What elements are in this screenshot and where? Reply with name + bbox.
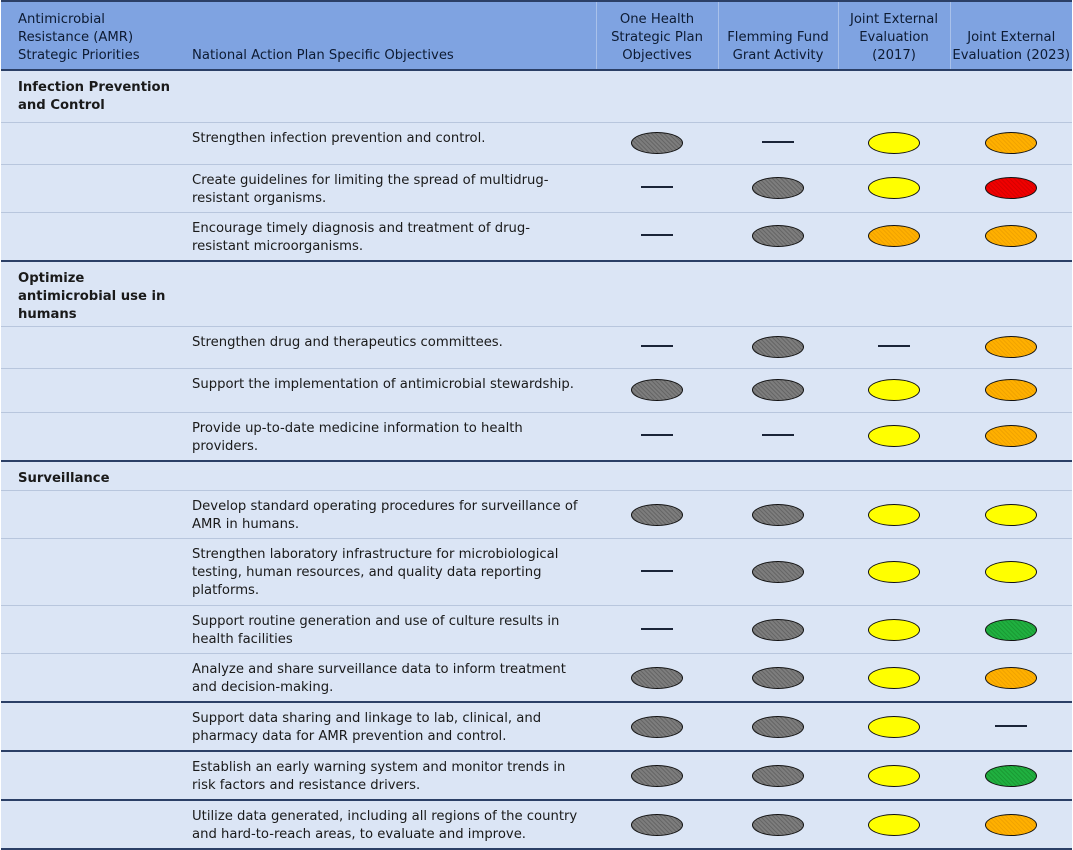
mark-cell-jee-2017 xyxy=(838,368,950,412)
header-row xyxy=(1,1,1072,70)
mark-cell-jee-2023 xyxy=(950,368,1072,412)
yellow-oval xyxy=(868,561,920,583)
mark-cell-jee-2023 xyxy=(950,751,1072,800)
gray-oval xyxy=(752,619,804,641)
mark-cell-flemming xyxy=(718,326,838,368)
section-row xyxy=(1,261,1072,327)
orange-oval xyxy=(985,379,1037,401)
gray-oval xyxy=(752,716,804,738)
objective-text: Support the implementation of antimicrobial stewardship. xyxy=(176,368,596,412)
objective-text: Support data sharing and linkage to lab, clinical, and pharmacy data for AMR prevention and control. xyxy=(176,702,596,751)
objective-text: Develop standard operating procedures for surveillance of AMR in humans. xyxy=(176,491,596,539)
priority-cell xyxy=(1,654,176,703)
table-row xyxy=(1,539,1072,606)
yellow-oval xyxy=(868,619,920,641)
mark-cell-one-health xyxy=(596,212,718,261)
section-row xyxy=(1,70,1072,122)
table-row xyxy=(1,654,1072,703)
mark-cell-jee-2017 xyxy=(838,212,950,261)
orange-oval xyxy=(985,132,1037,154)
mark-cell-flemming xyxy=(718,702,838,751)
dash-mark xyxy=(641,234,673,236)
mark-cell-flemming xyxy=(718,800,838,849)
gray-oval xyxy=(631,132,683,154)
yellow-oval xyxy=(868,177,920,199)
mark-cell-jee-2017 xyxy=(838,800,950,849)
mark-cell-flemming xyxy=(718,751,838,800)
header-priorities: Antimicrobial Resistance (AMR) Strategic Priorities xyxy=(1,1,176,70)
header-flemming: Flemming Fund Grant Activity xyxy=(718,1,838,70)
yellow-oval xyxy=(868,716,920,738)
mark-cell-one-health xyxy=(596,800,718,849)
green-oval xyxy=(985,619,1037,641)
mark-cell-jee-2017 xyxy=(838,539,950,606)
mark-cell-jee-2023 xyxy=(950,122,1072,164)
priority-cell xyxy=(1,606,176,654)
mark-cell-jee-2017 xyxy=(838,164,950,212)
section-title: Optimize antimicrobial use in humans xyxy=(1,261,176,327)
mark-cell-jee-2023 xyxy=(950,800,1072,849)
mark-cell-jee-2023 xyxy=(950,491,1072,539)
mark-cell-flemming xyxy=(718,122,838,164)
orange-oval xyxy=(985,225,1037,247)
section-row xyxy=(1,461,1072,491)
table-row xyxy=(1,800,1072,849)
gray-oval xyxy=(631,765,683,787)
table-row xyxy=(1,122,1072,164)
mark-cell-jee-2017 xyxy=(838,751,950,800)
mark-cell-flemming xyxy=(718,654,838,703)
mark-cell-flemming xyxy=(718,412,838,461)
dash-mark xyxy=(995,725,1027,727)
yellow-oval xyxy=(868,132,920,154)
mark-cell-one-health xyxy=(596,491,718,539)
mark-cell-jee-2017 xyxy=(838,326,950,368)
gray-oval xyxy=(752,667,804,689)
objective-text: Encourage timely diagnosis and treatment of drug-resistant microorganisms. xyxy=(176,212,596,261)
dash-mark xyxy=(762,141,794,143)
mark-cell-one-health xyxy=(596,326,718,368)
priority-cell xyxy=(1,164,176,212)
mark-cell-jee-2017 xyxy=(838,702,950,751)
mark-cell-one-health xyxy=(596,702,718,751)
mark-cell-one-health xyxy=(596,368,718,412)
gray-oval xyxy=(631,667,683,689)
gray-oval xyxy=(631,504,683,526)
mark-cell-jee-2023 xyxy=(950,606,1072,654)
mark-cell-jee-2017 xyxy=(838,122,950,164)
mark-cell-jee-2023 xyxy=(950,539,1072,606)
yellow-oval xyxy=(868,667,920,689)
priority-cell xyxy=(1,212,176,261)
gray-oval xyxy=(631,814,683,836)
yellow-oval xyxy=(868,425,920,447)
mark-cell-jee-2023 xyxy=(950,412,1072,461)
gray-oval xyxy=(752,504,804,526)
section-filler xyxy=(176,70,1072,122)
gray-oval xyxy=(752,177,804,199)
dash-mark xyxy=(641,570,673,572)
gray-oval xyxy=(752,225,804,247)
red-oval xyxy=(985,177,1037,199)
mark-cell-one-health xyxy=(596,606,718,654)
mark-cell-jee-2017 xyxy=(838,654,950,703)
table-row xyxy=(1,606,1072,654)
objective-text: Strengthen laboratory infrastructure for microbiological testing, human resources, and quality data reporting platforms. xyxy=(176,539,596,606)
orange-oval xyxy=(868,225,920,247)
mark-cell-flemming xyxy=(718,212,838,261)
priority-cell xyxy=(1,800,176,849)
priority-cell xyxy=(1,412,176,461)
mark-cell-flemming xyxy=(718,368,838,412)
objective-text: Provide up-to-date medicine information to health providers. xyxy=(176,412,596,461)
mark-cell-one-health xyxy=(596,412,718,461)
dash-mark xyxy=(878,345,910,347)
gray-oval xyxy=(631,716,683,738)
yellow-oval xyxy=(868,504,920,526)
mark-cell-jee-2017 xyxy=(838,491,950,539)
orange-oval xyxy=(985,425,1037,447)
yellow-oval xyxy=(985,561,1037,583)
mark-cell-one-health xyxy=(596,164,718,212)
dash-mark xyxy=(641,628,673,630)
table-row xyxy=(1,212,1072,261)
mark-cell-jee-2017 xyxy=(838,412,950,461)
table-row xyxy=(1,368,1072,412)
section-title: Infection Prevention and Control xyxy=(1,70,176,122)
section-filler xyxy=(176,261,1072,327)
table-row xyxy=(1,164,1072,212)
objective-text: Analyze and share surveillance data to inform treatment and decision-making. xyxy=(176,654,596,703)
objective-text: Establish an early warning system and monitor trends in risk factors and resistance drivers. xyxy=(176,751,596,800)
section-filler xyxy=(176,461,1072,491)
header-one-health: One Health Strategic Plan Objectives xyxy=(596,1,718,70)
mark-cell-one-health xyxy=(596,654,718,703)
gray-oval xyxy=(752,814,804,836)
yellow-oval xyxy=(985,504,1037,526)
mark-cell-jee-2023 xyxy=(950,326,1072,368)
mark-cell-flemming xyxy=(718,491,838,539)
objective-text: Strengthen drug and therapeutics committees. xyxy=(176,326,596,368)
yellow-oval xyxy=(868,814,920,836)
header-jee-2023: Joint External Evaluation (2023) xyxy=(950,1,1072,70)
amr-alignment-table xyxy=(1,0,1072,850)
table-row xyxy=(1,326,1072,368)
gray-oval xyxy=(752,561,804,583)
section-title: Surveillance xyxy=(1,461,176,491)
mark-cell-one-health xyxy=(596,751,718,800)
orange-oval xyxy=(985,814,1037,836)
yellow-oval xyxy=(868,379,920,401)
priority-cell xyxy=(1,326,176,368)
gray-oval xyxy=(631,379,683,401)
mark-cell-one-health xyxy=(596,539,718,606)
mark-cell-jee-2017 xyxy=(838,606,950,654)
objective-text: Strengthen infection prevention and control. xyxy=(176,122,596,164)
mark-cell-one-health xyxy=(596,122,718,164)
mark-cell-flemming xyxy=(718,606,838,654)
table-row xyxy=(1,702,1072,751)
green-oval xyxy=(985,765,1037,787)
objective-text: Support routine generation and use of culture results in health facilities xyxy=(176,606,596,654)
orange-oval xyxy=(985,336,1037,358)
header-jee-2017: Joint External Evaluation (2017) xyxy=(838,1,950,70)
header-objectives: National Action Plan Specific Objectives xyxy=(176,1,596,70)
priority-cell xyxy=(1,491,176,539)
objective-text: Utilize data generated, including all regions of the country and hard-to-reach areas, to evaluate and improve. xyxy=(176,800,596,849)
mark-cell-jee-2023 xyxy=(950,164,1072,212)
gray-oval xyxy=(752,765,804,787)
dash-mark xyxy=(762,434,794,436)
yellow-oval xyxy=(868,765,920,787)
table-row xyxy=(1,412,1072,461)
orange-oval xyxy=(985,667,1037,689)
gray-oval xyxy=(752,379,804,401)
objective-text: Create guidelines for limiting the spread of multidrug-resistant organisms. xyxy=(176,164,596,212)
mark-cell-flemming xyxy=(718,164,838,212)
dash-mark xyxy=(641,345,673,347)
mark-cell-jee-2023 xyxy=(950,212,1072,261)
mark-cell-jee-2023 xyxy=(950,702,1072,751)
dash-mark xyxy=(641,434,673,436)
priority-cell xyxy=(1,751,176,800)
table-row xyxy=(1,491,1072,539)
priority-cell xyxy=(1,702,176,751)
priority-cell xyxy=(1,368,176,412)
dash-mark xyxy=(641,186,673,188)
mark-cell-flemming xyxy=(718,539,838,606)
gray-oval xyxy=(752,336,804,358)
table-row xyxy=(1,751,1072,800)
priority-cell xyxy=(1,539,176,606)
mark-cell-jee-2023 xyxy=(950,654,1072,703)
priority-cell xyxy=(1,122,176,164)
